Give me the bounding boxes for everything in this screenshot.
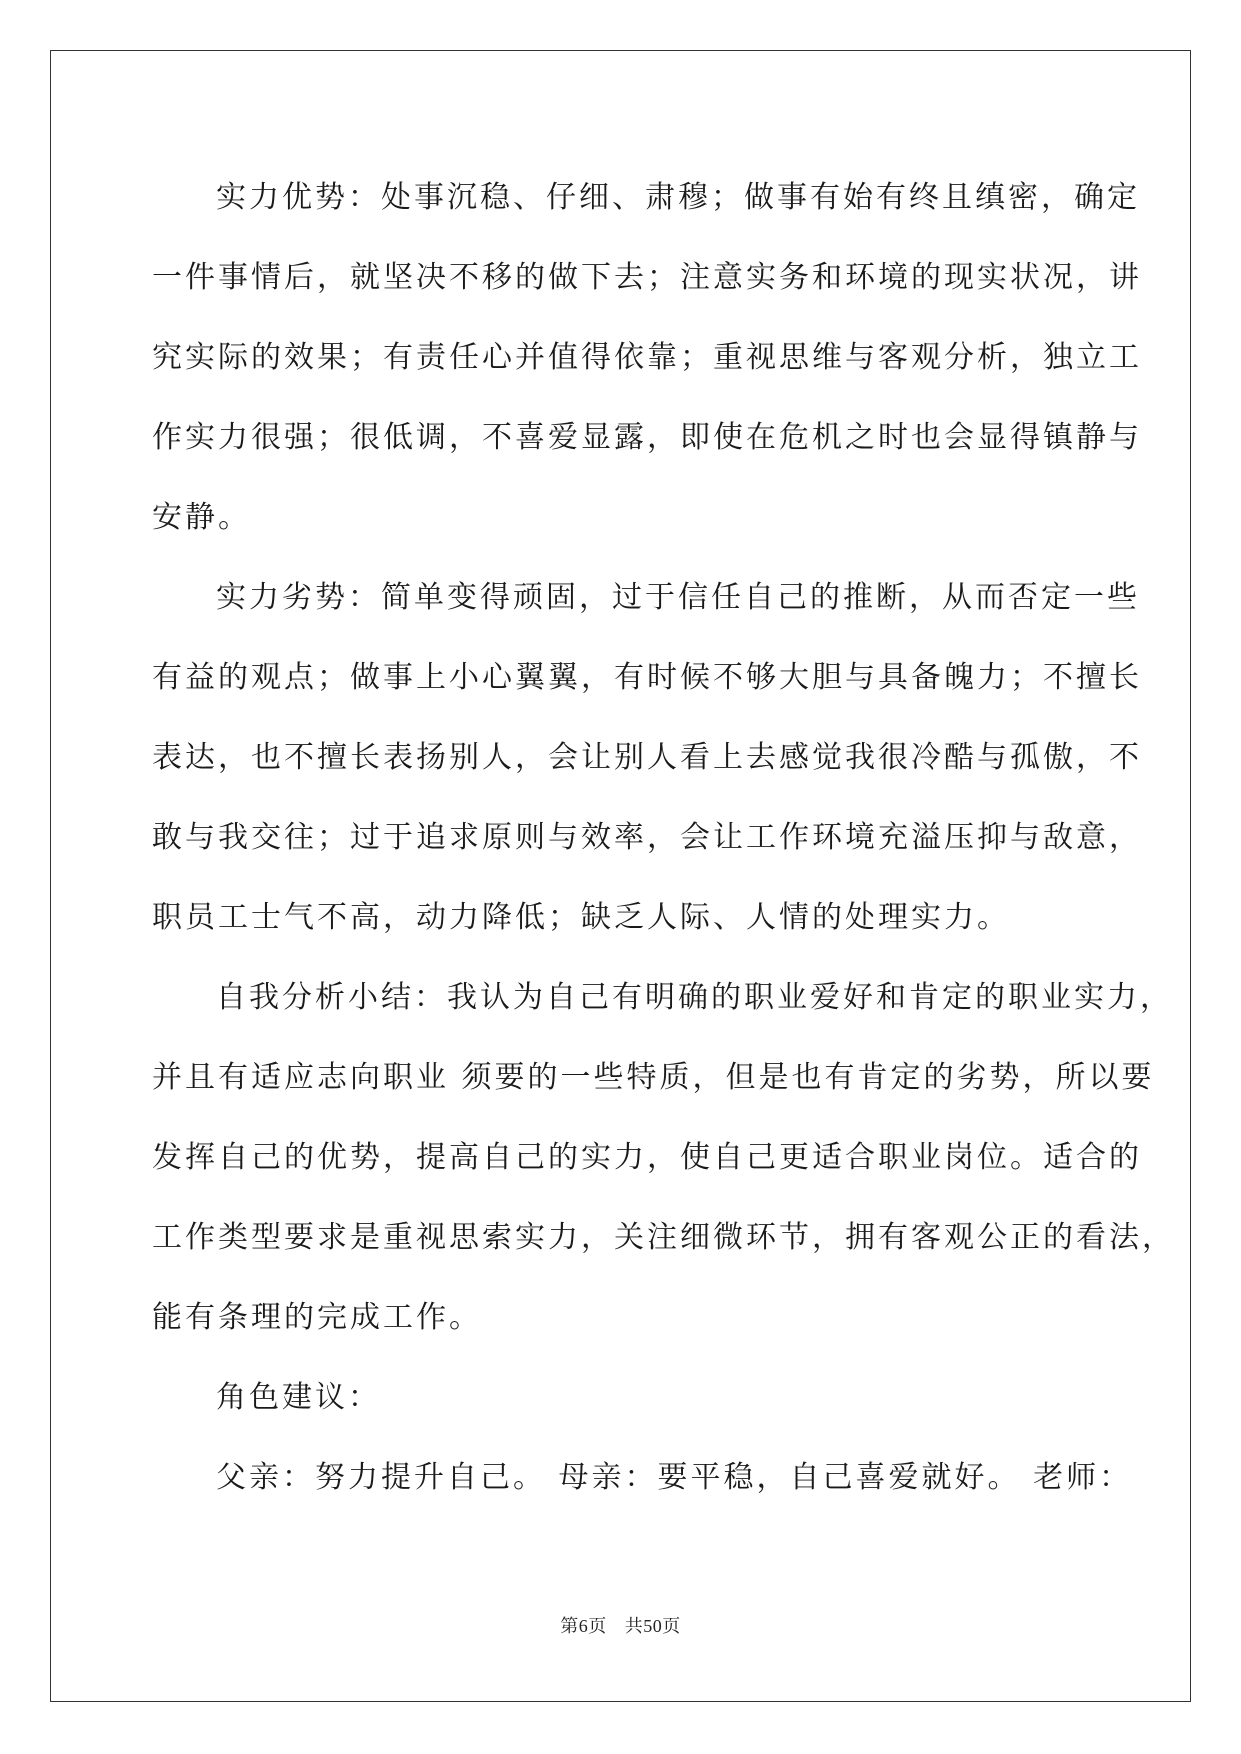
text-line: 敢与我交往；过于追求原则与效率，会让工作环境充溢压抑与敌意，	[152, 820, 1142, 855]
text-line: 工作类型要求是重视思索实力，关注细微环节，拥有客观公正的看法，	[152, 1220, 1175, 1255]
text-line: 能有条理的完成工作。	[152, 1300, 482, 1335]
text-line: 并且有适应志向职业 须要的一些特质，但是也有肯定的劣势，所以要	[152, 1060, 1155, 1095]
text-line: 有益的观点；做事上小心翼翼，有时候不够大胆与具备魄力；不擅长	[152, 660, 1142, 695]
text-line: 角色建议：	[216, 1380, 381, 1415]
text-line: 表达，也不擅长表扬别人，会让别人看上去感觉我很冷酷与孤傲，不	[152, 740, 1142, 775]
text-line: 一件事情后，就坚决不移的做下去；注意实务和环境的现实状况，讲	[152, 260, 1142, 295]
text-line: 发挥自己的优势，提高自己的实力，使自己更适合职业岗位。适合的	[152, 1140, 1142, 1175]
paragraph-role-suggestions	[152, 1438, 1133, 1518]
document-body	[152, 158, 1175, 1518]
text-line: 自我分析小结：我认为自己有明确的职业爱好和肯定的职业实力，	[216, 980, 1173, 1015]
text-line: 职员工士气不高，动力降低；缺乏人际、人情的处理实力。	[152, 900, 1010, 935]
text-line: 父亲：努力提升自己。 母亲：要平稳，自己喜爱就好。 老师：	[216, 1460, 1133, 1495]
page-total: 共50页	[624, 1616, 681, 1636]
page-footer	[0, 1612, 1241, 1638]
paragraph-role-heading	[152, 1358, 1092, 1438]
text-line: 实力劣势：简单变得顽固，过于信任自己的推断，从而否定一些	[216, 580, 1140, 615]
text-line: 安静。	[152, 500, 251, 535]
page-number: 第6页	[560, 1616, 607, 1636]
text-line: 作实力很强；很低调，不喜爱显露，即使在危机之时也会显得镇静与	[152, 420, 1142, 455]
text-line: 实力优势：处事沉稳、仔细、肃穆；做事有始有终且缜密，确定	[216, 180, 1140, 215]
text-line: 究实际的效果；有责任心并值得依靠；重视思维与客观分析，独立工	[152, 340, 1142, 375]
paragraph-summary	[152, 958, 1175, 1358]
paragraph-strengths	[152, 158, 1142, 558]
paragraph-weaknesses	[152, 558, 1142, 958]
